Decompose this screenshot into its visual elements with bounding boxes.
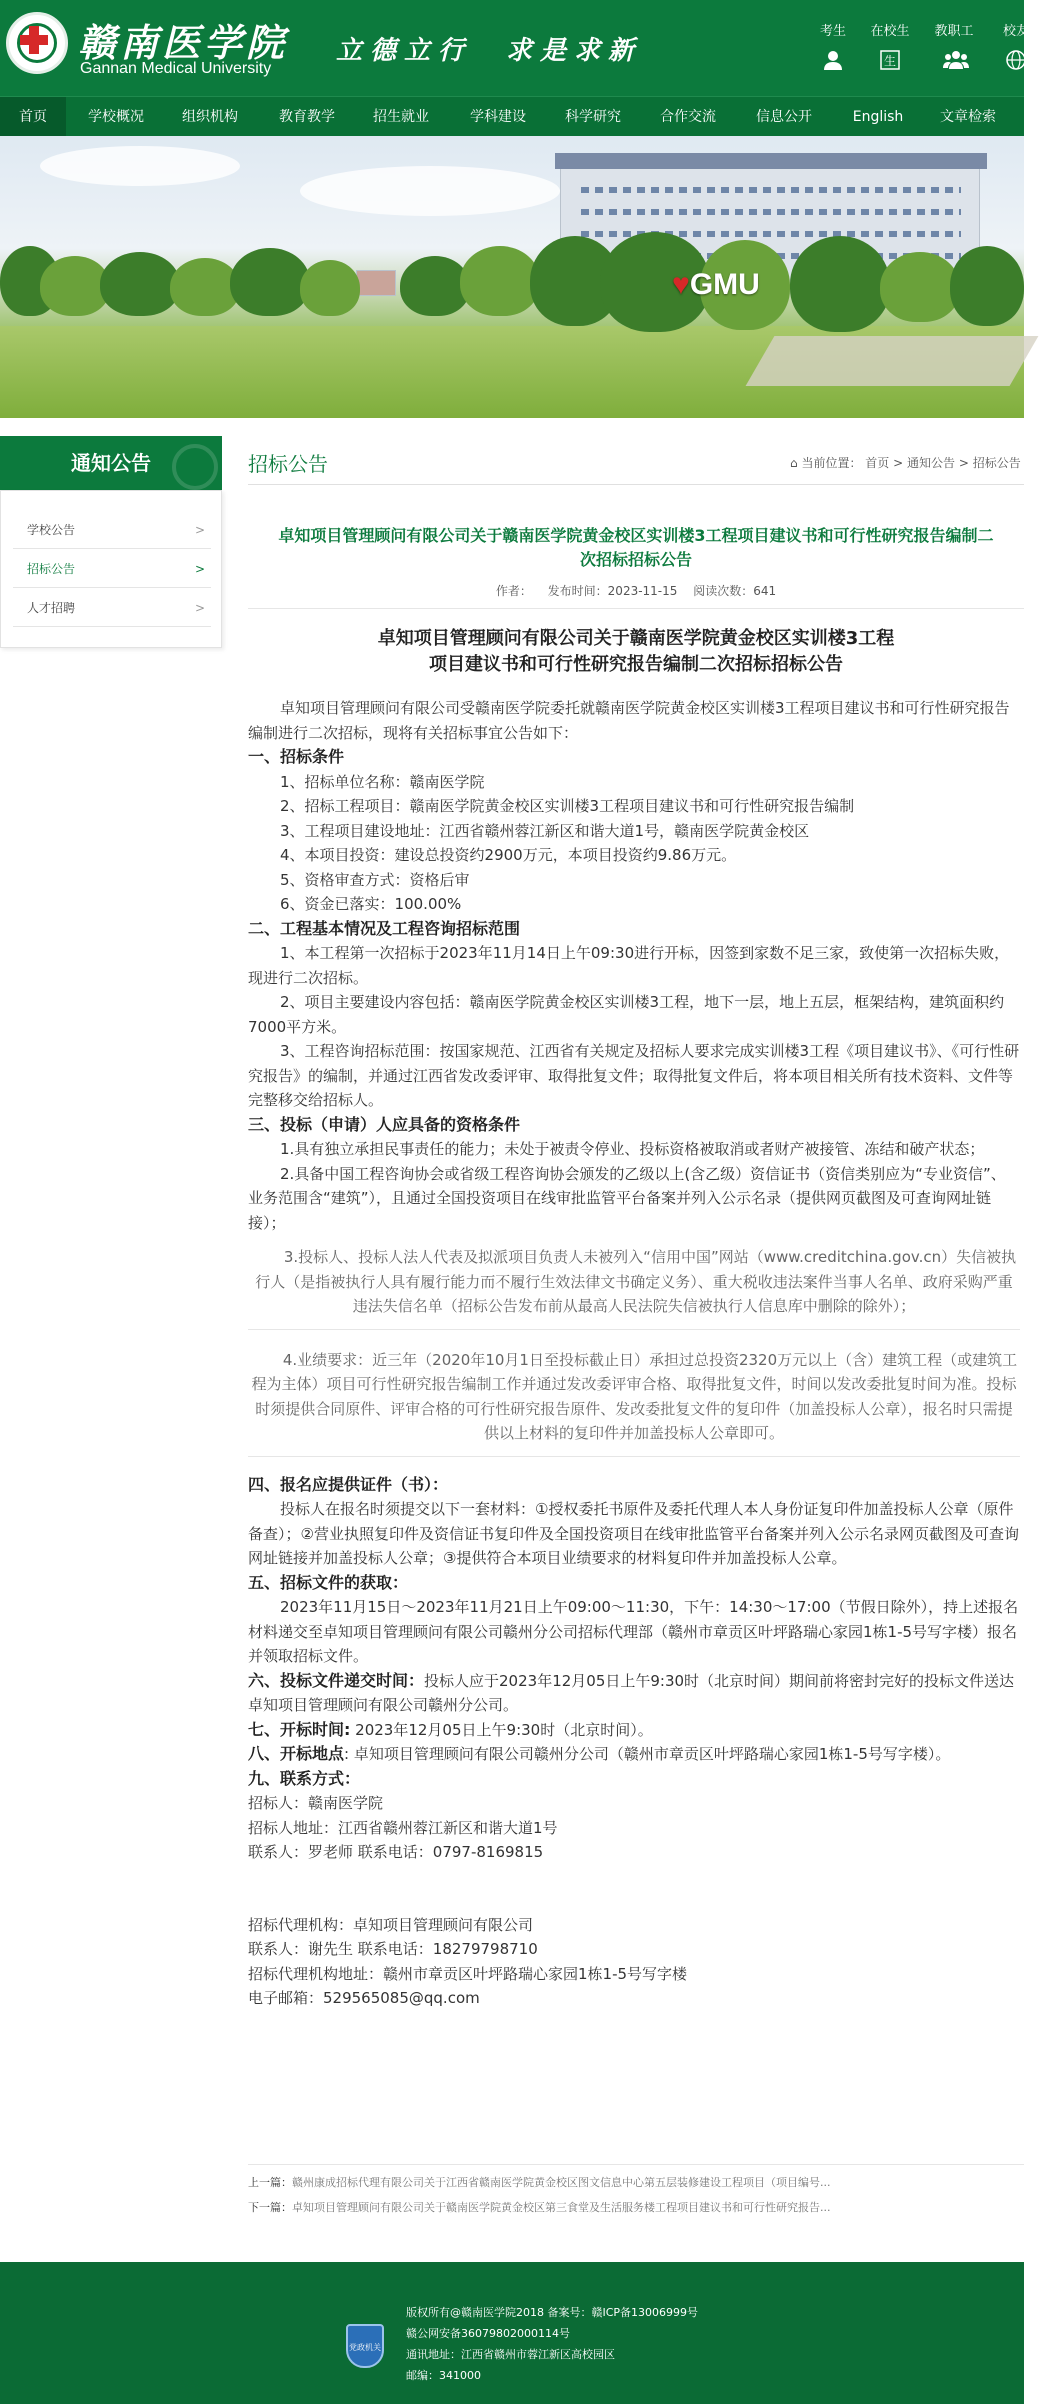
list-item: 5、资格审查方式：资格后审	[280, 870, 470, 889]
paragraph	[248, 1669, 1020, 1718]
gov-badge-text: 党政机关	[349, 2343, 381, 2352]
nav-item-info-disclosure[interactable]: 信息公开	[756, 109, 812, 125]
nav-item-research[interactable]: 科学研究	[565, 109, 621, 125]
school-name-cn[interactable]: 赣南医学院	[78, 20, 289, 65]
sidebar-item-school-notices[interactable]	[13, 511, 211, 549]
divider	[248, 1456, 1020, 1457]
section-title: 招标公告	[248, 452, 328, 476]
article-author: 作者：	[495, 584, 532, 598]
quick-link-label: 校友	[1002, 24, 1029, 39]
main-nav	[0, 96, 1024, 136]
article-date: 发布时间：2023-11-15	[547, 584, 678, 598]
sidebar-item-label: 人才招聘	[27, 601, 76, 615]
prev-label: 上一篇：	[248, 2176, 292, 2189]
quick-link-alumni[interactable]	[986, 20, 1046, 71]
sidebar-item-recruitment[interactable]	[13, 589, 211, 627]
list-item: 2.具备中国工程咨询协会或省级工程咨询协会颁发的乙级以上(含乙级）资信证书（资信类别应为“专业资信”、业务范围含“建筑”），且通过全国投资项目在线审批监管平台备案并列入公示名录（提供网页截图及可查询网址链接）；	[248, 1164, 1006, 1232]
breadcrumb-tenders[interactable]: 招标公告	[972, 456, 1021, 470]
nav-item-disciplines[interactable]: 学科建设	[470, 109, 526, 125]
nav-item-education[interactable]: 教育教学	[279, 109, 335, 125]
document-title-line: 卓知项目管理顾问有限公司关于赣南医学院黄金校区实训楼3工程	[377, 628, 895, 649]
nav-item-cooperation[interactable]: 合作交流	[660, 109, 716, 125]
site-header	[0, 0, 1029, 96]
person-icon	[822, 49, 844, 71]
paragraph-text: : 卓知项目管理顾问有限公司赣州分公司（赣州市章贡区叶坪路瑞心家园1栋1-5号写字楼）。	[344, 1745, 951, 1763]
footer-address: 通讯地址：江西省赣州市蓉江新区高校园区	[406, 2348, 615, 2361]
section-heading: 五、招标文件的获取：	[248, 1572, 409, 1592]
list-item: 6、资金已落实：100.00%	[280, 895, 462, 913]
section-heading: 三、投标（申请）人应具备的资格条件	[248, 1114, 521, 1134]
quick-link-label: 在校生	[870, 24, 910, 39]
divider	[248, 484, 1024, 485]
contact-line: 招标人地址：江西省赣州蓉江新区和谐大道1号	[248, 1818, 558, 1837]
nav-item-admissions[interactable]: 招生就业	[373, 109, 429, 125]
prev-title: 赣州康成招标代理有限公司关于江西省赣南医学院黄金校区图文信息中心第五层装修建设工程项目（项目编号...	[292, 2176, 831, 2189]
breadcrumb-notices[interactable]: 通知公告	[907, 456, 956, 470]
globe-icon	[1005, 49, 1027, 71]
article-title-line: 卓知项目管理顾问有限公司关于赣南医学院黄金校区实训楼3工程项目建议书和可行性研究报告编制二	[278, 526, 994, 545]
chevron-right-icon: >	[194, 562, 205, 576]
article-title	[248, 524, 1024, 572]
footer-copyright: 版权所有@赣南医学院2018 备案号：赣ICP备13006999号	[406, 2306, 699, 2319]
contact-line: 招标代理机构地址：赣州市章贡区叶坪路瑞心家园1栋1-5号写字楼	[248, 1964, 688, 1983]
contact-line: 联系人：谢先生 联系电话：18279798710	[248, 1940, 538, 1958]
paragraph-text: 投标人应于2023年12月05日上午9:30时（北京时间）期间前将密封完好的投标文件送达卓知项目管理顾问有限公司赣州分公司。	[248, 1671, 1015, 1714]
sidebar-item-tender-notices[interactable]	[13, 550, 211, 588]
divider	[248, 1329, 1020, 1330]
chevron-right-icon: >	[194, 523, 205, 537]
contact-line: 联系人：罗老师 联系电话：0797-8169815	[248, 1843, 544, 1861]
nav-item-home[interactable]: 首页	[0, 97, 66, 137]
document-title-line: 项目建议书和可行性研究报告编制二次招标招标公告	[429, 654, 843, 675]
quick-link-label: 教职工	[934, 24, 974, 39]
list-item: 2、招标工程项目：赣南医学院黄金校区实训楼3工程项目建议书和可行性研究报告编制	[280, 797, 855, 815]
section-heading: 一、招标条件	[248, 747, 345, 766]
gmu-sign: ♥GMU	[672, 268, 760, 301]
paragraph: 2023年11月15日～2023年11月21日上午09:00～11:30，下午：14:30～17:00（节假日除外），持上述报名材料递交至卓知项目管理顾问有限公司赣州分公司招标代理部（赣州市章贡区叶坪路瑞心家园1栋1-5号写字楼）报名并领取招标文件。	[248, 1598, 1019, 1665]
section-heading: 四、报名应提供证件（书）：	[248, 1474, 449, 1494]
article-body	[248, 696, 1020, 2011]
paragraph: 投标人在报名时须提交以下一套材料：①授权委托书原件及委托代理人本人身份证复印件加盖投标人公章（原件备查）；②营业执照复印件及资信证书复印件及全国投资项目在线审批监管平台备案并列入公示名录网页截图及可查询网址链接并加盖投标人公章；③提供符合本项目业绩要求的材料复印件并加盖投标人公章。	[248, 1500, 1019, 1567]
footer-police-record[interactable]: 赣公网安备36079802000114号	[406, 2327, 570, 2340]
home-icon: ⌂	[790, 456, 798, 470]
nav-item-overview[interactable]: 学校概况	[88, 109, 144, 125]
quick-link-staff[interactable]	[924, 20, 984, 71]
contact-line: 招标人：赣南医学院	[248, 1794, 384, 1812]
section-heading: 八、开标地点	[248, 1744, 345, 1763]
section-heading: 二、工程基本情况及工程咨询招标范围	[248, 918, 521, 938]
list-item: 1、招标单位名称：赣南医学院	[280, 772, 485, 791]
quick-link-applicants[interactable]	[803, 20, 863, 71]
group-icon	[943, 49, 965, 71]
divider	[248, 2164, 1024, 2165]
paragraph	[248, 1742, 1020, 1767]
nav-item-organization[interactable]: 组织机构	[182, 109, 238, 125]
paragraph	[248, 1718, 1020, 1743]
svg-text:生: 生	[883, 54, 897, 68]
sidebar-menu	[0, 490, 222, 648]
article-title-line: 次招标招标公告	[579, 550, 692, 569]
list-item: 3、工程咨询招标范围：按国家规范、江西省有关规定及招标人要求完成实训楼3工程《项目建议书》、《可行性研究报告》的编制，并通过江西省发改委评审、取得批复文件；取得批复文件后，将本项目相关所有技术资料、文件等完整移交给招标人。	[248, 1042, 1020, 1109]
school-motto	[336, 30, 676, 67]
sidebar-item-label: 招标公告	[27, 562, 76, 576]
nav-item-article-search[interactable]: 文章检索	[940, 109, 996, 125]
list-item: 3、工程项目建设地址：江西省赣州蓉江新区和谐大道1号，赣南医学院黄金校区	[280, 821, 810, 840]
article-views: 阅读次数：641	[693, 584, 777, 598]
sidebar-item-label: 学校公告	[27, 523, 76, 537]
breadcrumb-prefix: 当前位置：	[801, 456, 862, 470]
sidebar-title: 通知公告	[0, 436, 222, 490]
next-title: 卓知项目管理顾问有限公司关于赣南医学院黄金校区第三食堂及生活服务楼工程项目建议书和可行性研究报告...	[292, 2201, 831, 2214]
contact-line: 招标代理机构：卓知项目管理顾问有限公司	[248, 1915, 534, 1934]
school-name-en: Gannan Medical University	[80, 60, 272, 77]
list-item: 1.具有独立承担民事责任的能力；未处于被责令停业、投标资格被取消或者财产被接管、冻结和破产状态；	[280, 1140, 985, 1158]
contact-line: 电子邮箱：529565085@qq.com	[248, 1989, 480, 2007]
motto-part: 立德立行	[336, 36, 473, 66]
prev-article-link[interactable]	[248, 2174, 1024, 2190]
quick-link-students[interactable]	[860, 20, 920, 71]
list-item: 2、项目主要建设内容包括：赣南医学院黄金校区实训楼3工程，地下一层，地上五层，框架结构，建筑面积约7000平方米。	[248, 993, 1005, 1036]
divider	[248, 608, 1024, 609]
list-item: 3.投标人、投标人法人代表及拟派项目负责人未被列入“信用中国”网站（www.creditchina.gov.cn）失信被执行人（是指被执行人具有履行能力而不履行生效法律文书确定义务）、重大税收违法案件当事人名单、政府采购严重违法失信名单（招标公告发布前从最高人民法院失信被执行人信息库中删除的除外）；	[255, 1248, 1017, 1315]
footer-postcode: 邮编：341000	[406, 2369, 481, 2382]
list-item: 4.业绩要求：近三年（2020年10月1日至投标截止日）承担过总投资2320万元以上（含）建筑工程（或建筑工程为主体）项目可行性研究报告编制工作并通过发改委评审合格、取得批复文件，时间以发改委批复时间为准。投标时须提供合同原件、评审合格的可行性研究报告原件、发改委批复文件的复印件（加盖投标人公章），报名时只需提供以上材料的复印件并加盖投标人公章即可。	[251, 1350, 1018, 1442]
motto-part: 求是求新	[506, 36, 643, 66]
student-icon	[879, 49, 901, 71]
paragraph-text: 2023年12月05日上午9:30时（北京时间）。	[350, 1720, 653, 1739]
chevron-right-icon: >	[194, 601, 205, 615]
quick-link-label: 考生	[819, 24, 846, 39]
gmu-sign-text: GMU	[689, 268, 760, 301]
section-heading: 九、联系方式：	[248, 1768, 361, 1788]
next-label: 下一篇：	[248, 2201, 292, 2214]
site-footer	[0, 2262, 1024, 2404]
section-heading: 七、开标时间:	[248, 1719, 351, 1739]
breadcrumb: ⌂ 当前位置： 首页 > 通知公告 > 招标公告	[790, 456, 1021, 470]
list-item: 1、本工程第一次招标于2023年11月14日上午09:30进行开标，因签到家数不足三家，致使第一次招标失败，现进行二次招标。	[248, 944, 1010, 987]
school-logo-icon[interactable]	[6, 12, 68, 74]
article-meta	[248, 582, 1024, 599]
document-title	[248, 626, 1024, 678]
campus-banner	[0, 136, 1024, 418]
list-item: 4、本项目投资：建设总投资约2900万元，本项目投资约9.86万元。	[280, 846, 737, 864]
intro-paragraph: 卓知项目管理顾问有限公司受赣南医学院委托就赣南医学院黄金校区实训楼3工程项目建议书和可行性研究报告编制进行二次招标，现将有关招标事宜公告如下：	[248, 699, 1010, 742]
nav-item-english[interactable]: English	[852, 109, 904, 125]
breadcrumb-home[interactable]: 首页	[865, 456, 890, 470]
next-article-link[interactable]	[248, 2199, 1024, 2215]
gov-badge-icon[interactable]	[346, 2324, 384, 2368]
section-heading: 六、投标文件递交时间：	[248, 1670, 425, 1690]
